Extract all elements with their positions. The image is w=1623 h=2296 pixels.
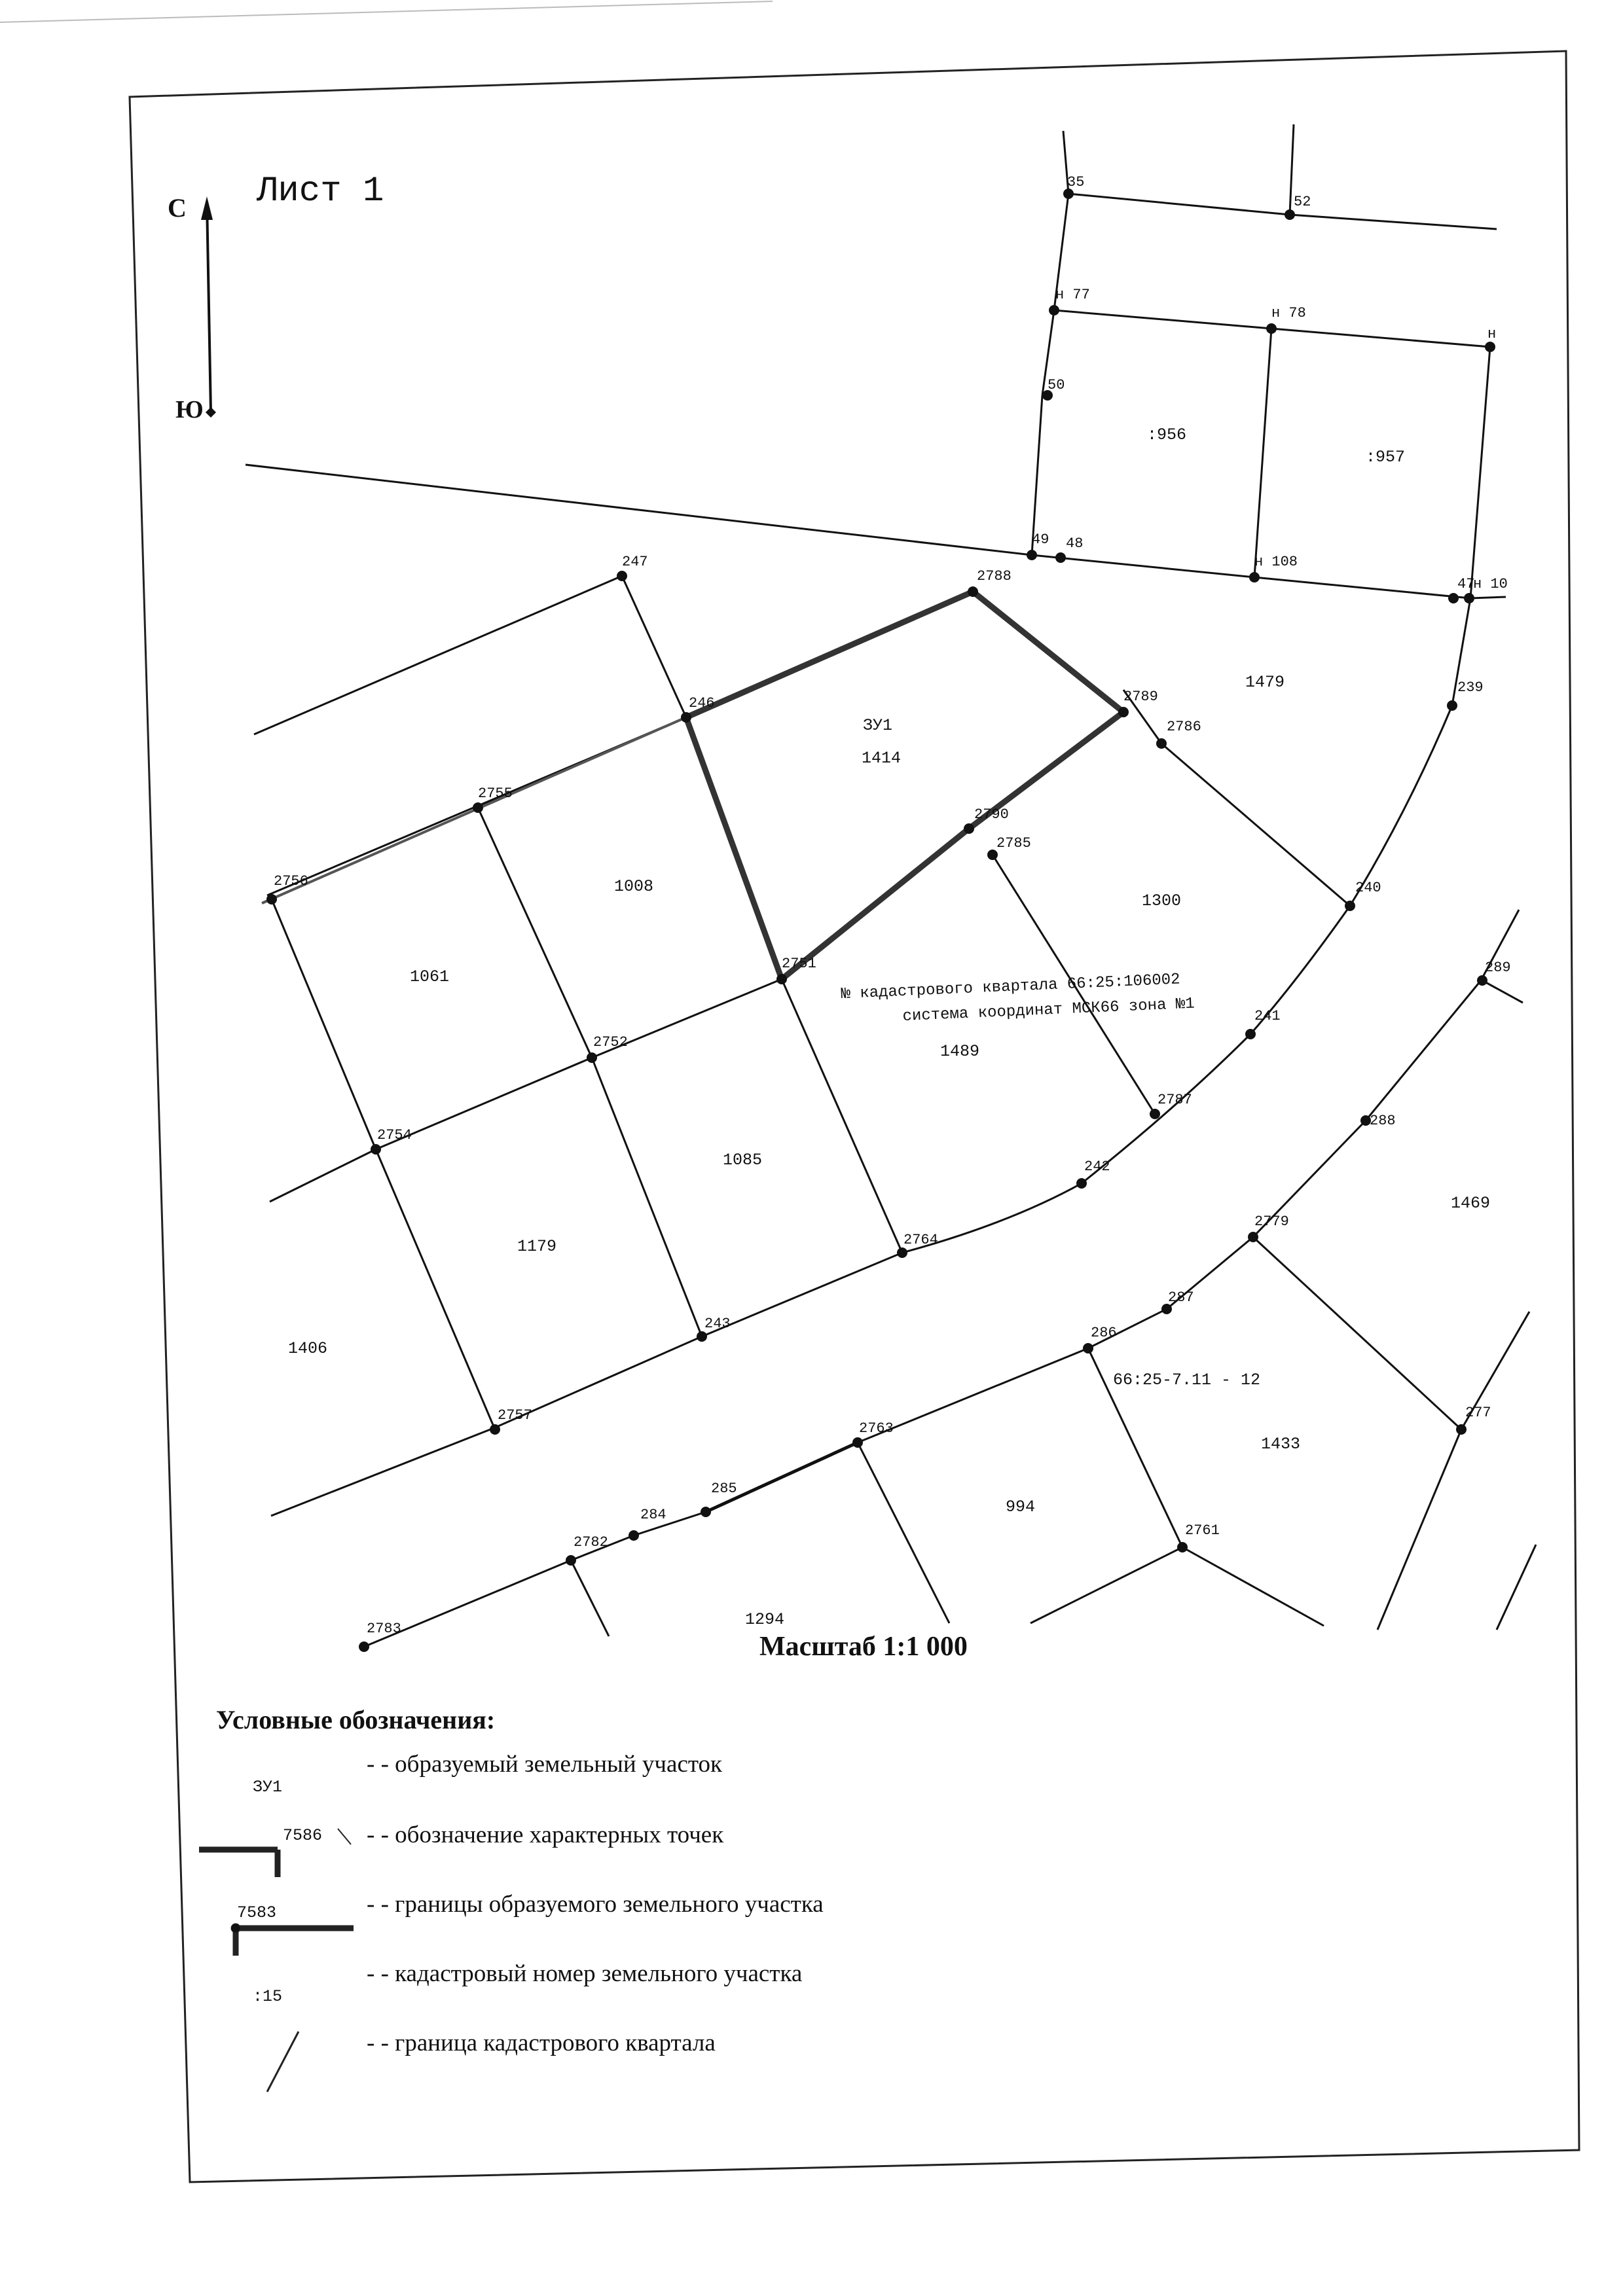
parcel-label: 1179 <box>517 1237 557 1256</box>
parcel-label: 1479 <box>1245 673 1285 692</box>
point-label: 2755 <box>478 785 513 802</box>
point-marker <box>968 586 978 597</box>
point-label: 2785 <box>996 835 1031 852</box>
point-marker <box>1118 707 1129 717</box>
point-marker <box>1485 342 1495 352</box>
point-label: 2789 <box>1123 689 1158 705</box>
point-label: 246 <box>689 695 715 711</box>
legend-sample-point-label: 7586 <box>283 1826 323 1845</box>
parcel-label: 1433 <box>1261 1435 1301 1454</box>
point-marker <box>1150 1109 1160 1119</box>
point-label: 2763 <box>859 1420 894 1437</box>
point-marker <box>897 1247 907 1258</box>
point-label: 2788 <box>977 568 1012 584</box>
north-label: С <box>168 193 187 223</box>
point-label: 2752 <box>593 1034 628 1050</box>
point-label: 2751 <box>782 956 816 972</box>
parcel-label: 66:25-7.11 - 12 <box>1113 1371 1261 1390</box>
point-marker <box>566 1555 576 1566</box>
point-marker <box>1248 1232 1258 1242</box>
point-marker <box>852 1437 863 1448</box>
point-marker <box>490 1424 500 1435</box>
point-marker <box>629 1530 639 1541</box>
point-marker <box>1027 550 1037 560</box>
point-marker <box>701 1507 711 1517</box>
legend-item-text: - - границы образуемого земельного участка <box>367 1891 824 1918</box>
point-label: н 77 <box>1055 287 1090 303</box>
point-marker <box>1177 1542 1188 1552</box>
point-label: 240 <box>1355 880 1381 896</box>
point-label: 2756 <box>274 873 308 889</box>
point-label: н <box>1487 326 1497 342</box>
point-label: 2757 <box>498 1407 532 1424</box>
point-label: 287 <box>1168 1289 1194 1306</box>
point-marker <box>1076 1178 1087 1189</box>
point-marker <box>1049 305 1059 315</box>
point-label: 241 <box>1254 1008 1281 1024</box>
point-label: 285 <box>711 1480 737 1497</box>
sheet-title: Лист 1 <box>257 171 384 211</box>
north-arrow-icon <box>201 196 216 418</box>
quarter-number-note: № кадастрового квартала 66:25:106002 <box>841 971 1181 1003</box>
point-label: н 78 <box>1271 305 1306 321</box>
parcel-boundaries <box>246 124 1536 1647</box>
legend-sample-boundary-label: 7583 <box>237 1903 277 1922</box>
point-label: 239 <box>1457 679 1484 696</box>
point-label: 2754 <box>377 1127 412 1143</box>
parcel-label: 994 <box>1006 1498 1036 1516</box>
point-marker <box>1448 593 1459 603</box>
point-marker <box>1345 901 1355 911</box>
point-label: 50 <box>1048 377 1065 393</box>
point-marker <box>371 1144 381 1155</box>
point-marker <box>1083 1343 1093 1354</box>
point-marker <box>776 974 787 984</box>
legend-sample-cadastral-number: :15 <box>253 1987 283 2006</box>
point-label: 49 <box>1032 531 1049 548</box>
parcel-label: 1061 <box>410 967 450 986</box>
point-label: 2783 <box>367 1621 401 1637</box>
legend-sample-parcel-label: ЗУ1 <box>253 1778 283 1797</box>
legend-title: Условные обозначения: <box>216 1705 496 1734</box>
point-marker <box>697 1331 707 1342</box>
coordinate-system-note: система координат МСК66 зона №1 <box>902 995 1195 1026</box>
point-label: 243 <box>704 1316 731 1332</box>
parcel-label: ЗУ1 <box>863 716 893 735</box>
point-marker <box>1477 975 1487 986</box>
point-label: 2786 <box>1167 719 1201 735</box>
parcel-label: 1414 <box>862 749 902 768</box>
point-label: 47 <box>1457 576 1475 592</box>
point-label: 2790 <box>974 806 1009 823</box>
point-marker <box>1464 593 1474 603</box>
point-label: 277 <box>1465 1405 1491 1421</box>
legend-item-text: - - обозначение характерных точек <box>367 1821 724 1848</box>
south-label: Ю <box>175 396 204 423</box>
parcel-label: 1300 <box>1142 891 1182 910</box>
point-marker <box>1266 323 1277 334</box>
point-label: 284 <box>640 1507 666 1523</box>
parcel-label: 1085 <box>723 1151 763 1170</box>
parcel-label: 1294 <box>745 1610 785 1629</box>
point-marker <box>359 1641 369 1652</box>
point-marker <box>1285 209 1295 220</box>
point-marker <box>1245 1029 1256 1039</box>
legend-item-text: - - граница кадастрового квартала <box>367 2030 716 2056</box>
parcel-label: 1489 <box>940 1042 980 1061</box>
point-label: 2761 <box>1185 1522 1220 1539</box>
sheet-frame <box>130 51 1579 2182</box>
parcel-label: 1406 <box>288 1339 328 1358</box>
point-label: 286 <box>1091 1325 1117 1341</box>
scale-label: Масштаб 1:1 000 <box>759 1632 968 1662</box>
point-label: 52 <box>1294 194 1311 210</box>
legend-graphics <box>199 1829 354 2092</box>
point-label: 242 <box>1084 1158 1110 1175</box>
point-marker <box>1249 572 1260 583</box>
point-label: 2787 <box>1158 1092 1192 1108</box>
point-marker <box>587 1052 597 1063</box>
point-marker <box>681 712 691 723</box>
point-marker <box>1456 1424 1467 1435</box>
zu1-boundary <box>686 592 1123 979</box>
point-label: 289 <box>1485 960 1511 976</box>
point-marker <box>1055 552 1066 563</box>
point-label: 35 <box>1067 174 1085 190</box>
point-marker <box>266 894 277 905</box>
point-label: 2764 <box>903 1232 938 1248</box>
point-label: 288 <box>1370 1113 1396 1129</box>
point-label: 48 <box>1066 535 1084 552</box>
point-label: н 108 <box>1254 554 1298 570</box>
parcel-label: 1008 <box>614 877 654 896</box>
point-label: 247 <box>622 554 648 570</box>
point-marker <box>964 823 974 834</box>
parcel-label: :957 <box>1366 448 1406 467</box>
point-marker <box>617 571 627 581</box>
parcel-label: :956 <box>1147 425 1187 444</box>
parcel-label: 1469 <box>1451 1194 1491 1213</box>
point-marker <box>1156 738 1167 749</box>
point-label: 2782 <box>574 1534 608 1551</box>
point-marker <box>1447 700 1457 711</box>
point-marker <box>473 802 483 813</box>
legend-item-text: - - образуемый земельный участок <box>367 1751 723 1778</box>
point-label: н 10 <box>1473 576 1508 592</box>
point-label: 2779 <box>1254 1213 1289 1230</box>
legend-item-text: - - кадастровый номер земельного участка <box>367 1960 803 1987</box>
